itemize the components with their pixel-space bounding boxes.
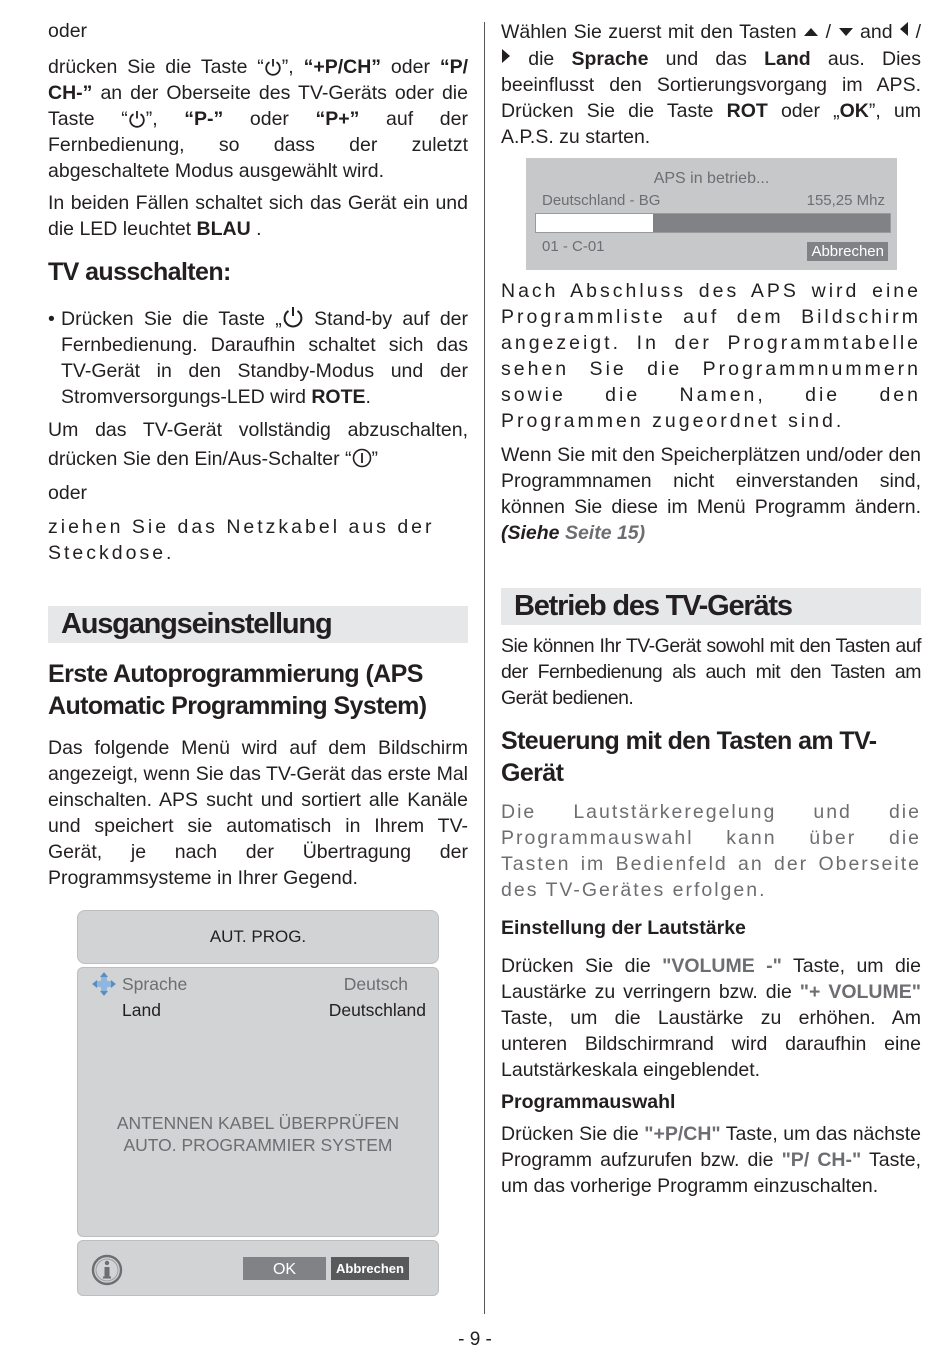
- text: ”,: [145, 108, 185, 130]
- text: und das: [648, 48, 765, 70]
- paragraph-oder: oder: [48, 20, 88, 42]
- language-label: Sprache: [122, 974, 188, 994]
- paragraph-pull-cable: ziehen Sie das Netzkabel aus der Steckdose.: [48, 516, 435, 564]
- aps-cancel-button[interactable]: Abbrechen: [807, 242, 888, 261]
- paragraph-press-power: [48, 54, 468, 184]
- country-label: Land: [122, 1000, 161, 1020]
- paragraph-select-language: [501, 18, 921, 150]
- page-number: - 9 -: [458, 1329, 492, 1350]
- heading-tv-off: TV ausschalten:: [48, 258, 231, 286]
- text: In beiden Fällen schaltet sich das Gerät ein und die LED leuchtet: [48, 192, 468, 240]
- bullet-dot: •: [48, 308, 55, 330]
- text: Nach Abschluss des APS wird eine Programmliste auf dem Bildschirm angezeigt. In der Programmtabelle sehen Sie die Programmnummern sowie die Namen, die den Programmen zugeordnet sind.: [501, 280, 921, 432]
- text: ”,: [281, 56, 304, 78]
- menu-body: [77, 967, 439, 1237]
- paragraph-disagree: [501, 442, 921, 546]
- text: oder: [381, 56, 440, 78]
- text: Taste, um die Laustärke zu verringern bzw. die: [501, 955, 921, 1003]
- text: Wenn Sie mit den Speicherplätzen und/oder den Programmnamen nicht einverstanden sind, können Sie diese im Menü Programm ändern.: [501, 444, 921, 518]
- text: drücken Sie die Taste “: [48, 56, 264, 78]
- heading-volume: Einstellung der Lautstärke: [501, 917, 746, 939]
- text-bold: OK: [839, 100, 869, 122]
- country-value: Deutschland: [328, 1000, 426, 1020]
- paragraph-menu-intro: Das folgende Menü wird auf dem Bildschirm angezeigt, wenn Sie das TV-Gerät das erste Mal einschalten. APS sucht und sortiert alle Kanäle und speichert sie automatisch in Ihrem TV-Gerät, je nach der Übertragung der Programmsysteme in Ihrer Gegend.: [48, 737, 468, 889]
- right-column: [501, 18, 921, 1199]
- paragraph-volume: [501, 953, 921, 1083]
- text: oder: [223, 108, 316, 130]
- arrow-left-icon: [899, 18, 909, 44]
- text: Um das TV-Gerät vollständig abzuschalten, drücken Sie den Ein/Aus-Schalter “: [48, 419, 468, 470]
- aps-progress-fill: [536, 214, 653, 232]
- text: .: [250, 218, 262, 240]
- text: Stand-by auf der Fernbedienung. Daraufhin schaltet sich das TV-Gerät in den Standby-Modus und der Stromversorgungs-LED wird: [61, 308, 468, 408]
- text-bold: "+ VOLUME": [799, 981, 922, 1003]
- text-bold: "VOLUME -": [662, 955, 782, 977]
- aps-status: APS in betrieb...: [653, 170, 770, 187]
- aps-progress-screen: [526, 158, 897, 270]
- text-bold: "+P/CH": [644, 1123, 721, 1145]
- text: Drücken Sie die: [501, 1123, 645, 1145]
- power-icon: [128, 110, 146, 128]
- warning-line-2: AUTO. PROGRAMMIER SYSTEM: [123, 1135, 393, 1155]
- text-bold: "P/ CH-": [781, 1149, 862, 1171]
- text: .: [365, 386, 371, 408]
- link-page-15[interactable]: Seite 15): [564, 522, 646, 544]
- aps-frequency: 155,25 Mhz: [806, 192, 885, 209]
- text: Drücken Sie die Taste „: [61, 308, 282, 330]
- text: Taste, um die Laustärke zu erhöhen. Am unteren Bildschirmrand wird daraufhin eine Lautstärkeskala eingeblendet.: [501, 1007, 921, 1081]
- section-banner-setup: Ausgangseinstellung: [48, 606, 468, 643]
- text: /: [909, 21, 921, 43]
- ok-button[interactable]: OK: [243, 1257, 326, 1280]
- text: oder „: [767, 100, 840, 122]
- text-bold: “+P/CH”: [303, 56, 382, 78]
- text-bold: ROT: [726, 100, 768, 122]
- power-icon: [282, 306, 304, 328]
- text-bold: BLAU: [196, 218, 251, 240]
- text: Drücken Sie die: [501, 955, 663, 977]
- menu-warning: [78, 1112, 438, 1156]
- text-bold: “P/ CH-”: [48, 56, 468, 104]
- arrow-up-icon: [803, 18, 819, 44]
- aut-prog-menu: [77, 910, 439, 1296]
- arrow-down-icon: [838, 18, 854, 44]
- text-bold: ROTE: [311, 386, 366, 408]
- menu-title: AUT. PROG.: [77, 910, 439, 964]
- text: ”, um A.P.S. zu starten.: [501, 100, 922, 148]
- cancel-button[interactable]: Abbrechen: [331, 1257, 409, 1280]
- aps-country: Deutschland - BG: [542, 192, 661, 209]
- text: Wählen Sie zuerst mit den Tasten: [501, 21, 804, 43]
- aps-progress-bar: [535, 213, 891, 233]
- paragraph-both-cases: [48, 190, 468, 242]
- text: die: [511, 48, 572, 70]
- paragraph-full-off: [48, 416, 468, 474]
- text-bold: Sprache: [571, 48, 649, 70]
- aps-channel: 01 - C-01: [542, 238, 605, 255]
- text: and: [853, 21, 900, 43]
- text: aus. Dies beeinflusst den Sortierungsvorgang im APS. Drücken Sie die Taste: [501, 48, 922, 122]
- paragraph-after-aps: [501, 278, 921, 434]
- text: ”: [371, 448, 378, 470]
- text-bold: “P+”: [315, 108, 360, 130]
- paragraph-program: [501, 1121, 921, 1199]
- paragraph-oder-2: oder: [48, 482, 88, 504]
- on-off-switch-icon: [352, 448, 372, 468]
- menu-footer: [77, 1240, 439, 1296]
- text: Taste, um das nächste Programm aufzurufen bzw. die: [501, 1123, 922, 1171]
- text: an der Oberseite des TV-Geräts oder die Taste “: [48, 82, 468, 130]
- left-column: [48, 18, 468, 891]
- menu-row-country[interactable]: [78, 1000, 438, 1024]
- text: /: [819, 21, 838, 43]
- column-divider: [484, 22, 485, 1314]
- heading-first-aps: Erste Autoprogrammierung (APS Automatic Programming System): [48, 660, 427, 720]
- text: Taste, um das vorherige Programm einzuschalten.: [501, 1149, 921, 1197]
- text-bold: “P-”: [184, 108, 224, 130]
- menu-row-language[interactable]: [78, 974, 438, 998]
- text: auf der Fernbedienung, so dass der zuletzt abgeschaltete Modus ausgewählt wird.: [48, 108, 468, 182]
- warning-line-1: ANTENNEN KABEL ÜBERPRÜFEN: [116, 1113, 400, 1133]
- section-banner-operation: Betrieb des TV-Geräts: [501, 588, 921, 625]
- power-icon: [264, 58, 282, 76]
- paragraph-control: Die Lautstärkeregelung und die Programmauswahl kann über die Tasten im Bedienfeld an der Oberseite des TV-Gerätes erfolgen.: [501, 801, 921, 901]
- bullet-standby: [48, 306, 468, 410]
- text-bold-italic: (Siehe: [501, 522, 565, 544]
- heading-program: Programmauswahl: [501, 1091, 676, 1113]
- info-icon[interactable]: [91, 1254, 123, 1291]
- arrow-right-icon: [501, 45, 511, 71]
- text-bold: Land: [764, 48, 811, 70]
- language-value: Deutsch: [343, 974, 408, 994]
- paragraph-operation: Sie können Ihr TV-Gerät sowohl mit den Tasten auf der Fernbedienung als auch mit den Tasten am Gerät bedienen.: [501, 635, 921, 709]
- heading-control-buttons: Steuerung mit den Tasten am TV-Gerät: [501, 727, 877, 787]
